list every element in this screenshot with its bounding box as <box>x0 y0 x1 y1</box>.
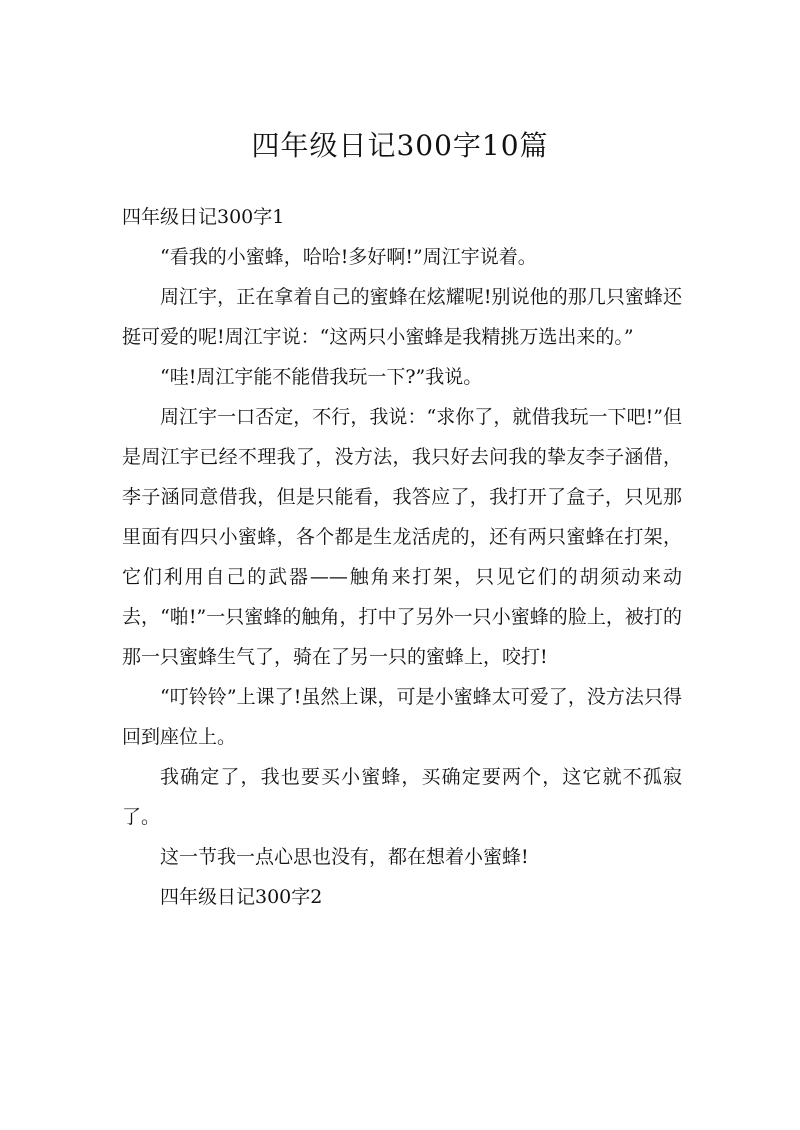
paragraph: “看我的小蜜蜂，哈哈!多好啊!”周江宇说着。 <box>160 246 537 268</box>
paragraph: 周江宇一口否定，不行，我说：“求你了，就借我玩一下吧!”但是周江宇已经不理我了，没方法，我只好去问我的挚友李子涵借，李子涵同意借我，但是只能看，我答应了，我打开了盒子，只见那里面有四只小蜜蜂，各个都是生龙活虎的，还有两只蜜蜂在打架，它们利用自己的武器——触角来打架，只见它们的胡须动来动去，“啪!”一只蜜蜂的触角，打中了另外一只小蜜蜂的脸上，被打的那一只蜜蜂生气了，骑在了另一只的蜜蜂上，咬打! <box>122 406 682 668</box>
paragraph: 我确定了，我也要买小蜜蜂，买确定要两个，这它就不孤寂了。 <box>122 766 682 828</box>
document-body <box>122 197 682 917</box>
paragraph: 周江宇，正在拿着自己的蜜蜂在炫耀呢!别说他的那几只蜜蜂还挺可爱的呢!周江宇说：“这两只小蜜蜂是我精挑万选出来的。” <box>122 286 682 348</box>
paragraph: “哇!周江宇能不能借我玩一下?”我说。 <box>160 366 483 388</box>
paragraph: 这一节我一点心思也没有，都在想着小蜜蜂! <box>160 846 529 868</box>
next-section-heading: 四年级日记300字2 <box>160 886 323 908</box>
document-title: 四年级日记300字10篇 <box>251 129 549 162</box>
section-heading: 四年级日记300字1 <box>122 206 285 228</box>
paragraph: “叮铃铃”上课了!虽然上课，可是小蜜蜂太可爱了，没方法只得回到座位上。 <box>122 686 682 748</box>
